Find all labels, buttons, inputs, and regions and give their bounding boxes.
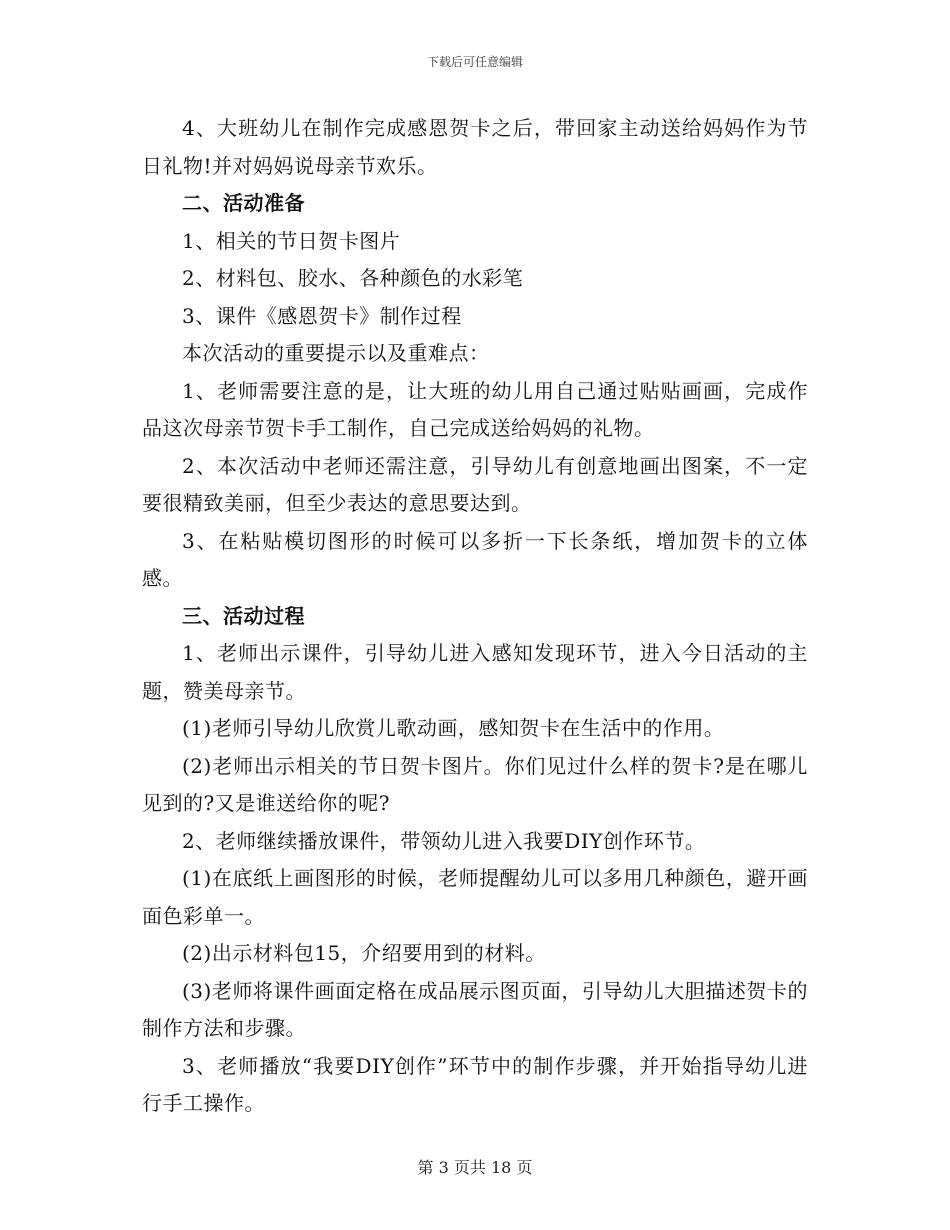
section-heading: 三、活动过程	[182, 603, 305, 628]
page-header: 下载后可任意编辑	[426, 55, 523, 69]
paragraph: 1、相关的节日贺卡图片	[182, 228, 401, 253]
page-footer: 第 3 页共 18 页	[417, 1158, 533, 1177]
paragraph: 3、老师播放“我要DIY创作”环节中的制作步骤，并开始指导幼儿进行手工操作。	[142, 1053, 808, 1115]
paragraph: 2、老师继续播放课件，带领幼儿进入我要DIY创作环节。	[182, 828, 706, 853]
paragraph: (2)出示材料包15，介绍要用到的材料。	[182, 941, 546, 965]
section-heading: 二、活动准备	[182, 191, 305, 215]
paragraph: 2、材料包、胶水、各种颜色的水彩笔	[182, 266, 524, 290]
paragraph: (1)在底纸上画图形的时候，老师提醒幼儿可以多用几种颜色，避开画面色彩单一。	[142, 866, 808, 928]
paragraph: 本次活动的重要提示以及重难点：	[182, 341, 490, 365]
paragraph: 4、大班幼儿在制作完成感恩贺卡之后，带回家主动送给妈妈作为节日礼物!并对妈妈说母亲节欢乐。	[142, 116, 808, 178]
document-body	[142, 110, 808, 1123]
paragraph: 1、老师出示课件，引导幼儿进入感知发现环节，进入今日活动的主题，赞美母亲节。	[142, 641, 808, 703]
paragraph: (2)老师出示相关的节日贺卡图片。你们见过什么样的贺卡?是在哪儿见到的?又是谁送给你的呢?	[142, 753, 808, 815]
paragraph: 2、本次活动中老师还需注意，引导幼儿有创意地画出图案，不一定要很精致美丽，但至少表达的意思要达到。	[142, 453, 808, 515]
paragraph: (1)老师引导幼儿欣赏儿歌动画，感知贺卡在生活中的作用。	[182, 716, 725, 740]
paragraph: 3、在粘贴模切图形的时候可以多折一下长条纸，增加贺卡的立体感。	[142, 528, 808, 590]
paragraph: (3)老师将课件画面定格在成品展示图页面，引导幼儿大胆描述贺卡的制作方法和步骤。	[142, 978, 808, 1040]
paragraph: 1、老师需要注意的是，让大班的幼儿用自己通过贴贴画画，完成作品这次母亲节贺卡手工制作，自己完成送给妈妈的礼物。	[142, 378, 808, 440]
paragraph: 3、课件《感恩贺卡》制作过程	[182, 303, 462, 328]
